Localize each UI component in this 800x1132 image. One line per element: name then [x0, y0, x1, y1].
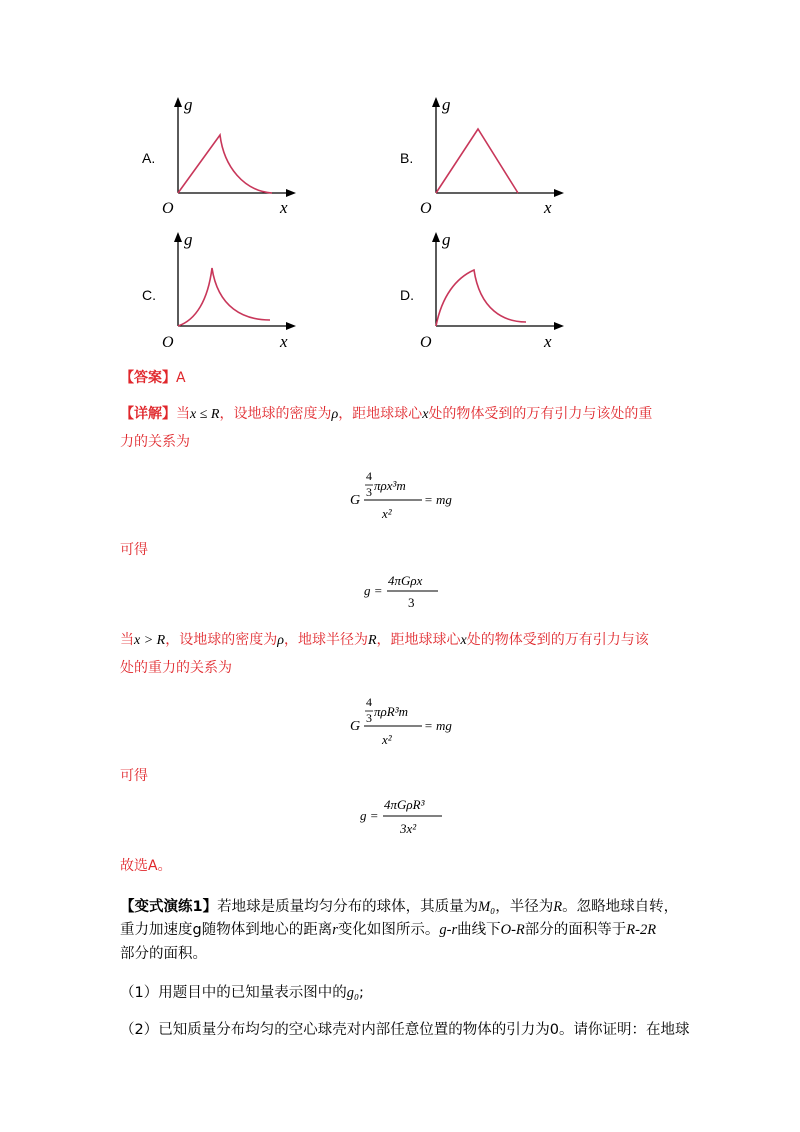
formula-2: [362, 572, 462, 612]
conclusion: [120, 856, 172, 876]
svg-text:4πGρx: 4πGρx: [388, 573, 423, 588]
r-symbol: r: [332, 922, 338, 938]
text: 变化如图所示。: [337, 922, 440, 938]
answer-line: [120, 368, 186, 388]
answer-value: A: [176, 370, 186, 386]
r-symbol: R: [367, 633, 377, 648]
question-2: [120, 1020, 689, 1040]
text: 若地球是质量均匀分布的球体，其质量为: [217, 899, 479, 915]
x-axis-label: x: [544, 332, 552, 351]
question-1: [120, 983, 364, 1003]
svg-text:3x²: 3x²: [400, 821, 417, 836]
exercise-tag: 【变式演练1】: [120, 899, 218, 915]
y-axis-label: g: [442, 95, 451, 114]
origin-label: O: [162, 334, 174, 351]
option-a-label: A.: [142, 150, 156, 166]
svg-text:= mg: = mg: [424, 718, 452, 733]
svg-text:3: 3: [408, 595, 415, 610]
svg-text:g =: g =: [360, 808, 379, 823]
answer-tag: 【答案】: [120, 370, 176, 386]
graph-b: [418, 95, 568, 220]
svg-text:x²: x²: [382, 732, 392, 747]
svg-text:πρR³m: πρR³m: [374, 704, 408, 719]
exercise-line-3: [120, 944, 207, 964]
graph-a: [160, 95, 300, 220]
text: ，距地球球心: [338, 406, 423, 422]
text: 部分的面积。: [120, 946, 207, 962]
text: 处的重力的关系为: [120, 660, 232, 676]
text: ，设地球的密度为: [219, 406, 332, 422]
text: ，设地球的密度为: [165, 632, 278, 648]
r2r-symbol: R-2R: [626, 922, 657, 938]
x-axis-label: x: [280, 332, 288, 351]
x-axis-label: x: [544, 198, 552, 217]
text: 曲线下: [457, 922, 501, 938]
svg-text:πρx³m: πρx³m: [374, 478, 406, 493]
g0-symbol: g₀: [346, 985, 360, 1001]
svg-text:3: 3: [366, 485, 372, 499]
svg-text:g =: g =: [364, 583, 383, 598]
gr-symbol: g-r: [439, 922, 458, 938]
text: 处的物体受到的万有引力与该: [466, 632, 649, 648]
detail-tag: 【详解】: [120, 406, 176, 422]
kede-1: [120, 540, 148, 560]
text: ，半径为: [495, 899, 554, 915]
condition-1: x ≤ R: [190, 407, 220, 422]
curve-c: [178, 268, 270, 326]
curve-a: [178, 135, 272, 193]
text: 重力加速度: [120, 922, 193, 938]
text: 可得: [120, 542, 148, 558]
text: 当: [176, 406, 190, 422]
option-d-label: D.: [400, 287, 414, 303]
or-symbol: O-R: [500, 922, 525, 938]
text: 力的关系为: [120, 434, 190, 450]
svg-text:4πGρR³: 4πGρR³: [384, 797, 425, 812]
y-axis-label: g: [442, 230, 451, 249]
svg-text:G: G: [350, 493, 361, 508]
formula-3: [340, 692, 470, 750]
detail-line-3: [120, 630, 649, 651]
formula-4: [358, 796, 468, 838]
y-axis-label: g: [184, 230, 193, 249]
option-b-label: B.: [400, 150, 414, 166]
graph-d: [418, 230, 568, 355]
r-symbol: R: [553, 899, 563, 915]
formula-1: [340, 466, 470, 524]
exercise-line-2: [120, 920, 656, 940]
text: 处的物体受到的万有引力与该处的重: [428, 406, 653, 422]
text: ，距地球球心: [376, 632, 461, 648]
rho-symbol: ρ: [277, 633, 284, 648]
text: 随物体到地心的距离: [201, 922, 333, 938]
g-symbol: g: [192, 922, 202, 938]
detail-line-1: [120, 404, 652, 425]
svg-text:4: 4: [366, 695, 372, 709]
svg-text:3: 3: [366, 711, 372, 725]
x-axis-label: x: [280, 198, 288, 217]
origin-label: O: [420, 200, 432, 217]
text: ;: [359, 985, 364, 1001]
x-symbol: x: [422, 407, 429, 422]
text: ，地球半径为: [283, 632, 368, 648]
x-symbol: x: [460, 633, 467, 648]
text: （2）已知质量分布均匀的空心球壳对内部任意位置的物体的引力为0。请你证明：在地球: [120, 1022, 690, 1038]
curve-d: [436, 270, 526, 326]
option-c-label: C.: [142, 287, 156, 303]
rho-symbol: ρ: [331, 407, 339, 422]
m0-symbol: M₀: [478, 899, 496, 915]
text: 可得: [120, 768, 148, 784]
graph-c: [160, 230, 300, 355]
text: 。忽略地球自转，: [562, 899, 679, 915]
exercise-line-1: [120, 897, 678, 917]
detail-line-2: [120, 432, 190, 452]
svg-text:x²: x²: [382, 506, 392, 521]
condition-2: x > R: [134, 633, 166, 648]
detail-line-4: [120, 658, 232, 678]
svg-text:= mg: = mg: [424, 492, 452, 507]
origin-label: O: [420, 334, 432, 351]
text: 故选A。: [120, 858, 172, 874]
curve-b: [436, 129, 518, 193]
origin-label: O: [162, 200, 174, 217]
text: 部分的面积等于: [524, 922, 627, 938]
kede-2: [120, 766, 148, 786]
text: （1）用题目中的已知量表示图中的: [120, 985, 347, 1001]
text: 当: [120, 632, 134, 648]
svg-text:G: G: [350, 719, 361, 734]
svg-text:4: 4: [366, 469, 372, 483]
y-axis-label: g: [184, 95, 193, 114]
